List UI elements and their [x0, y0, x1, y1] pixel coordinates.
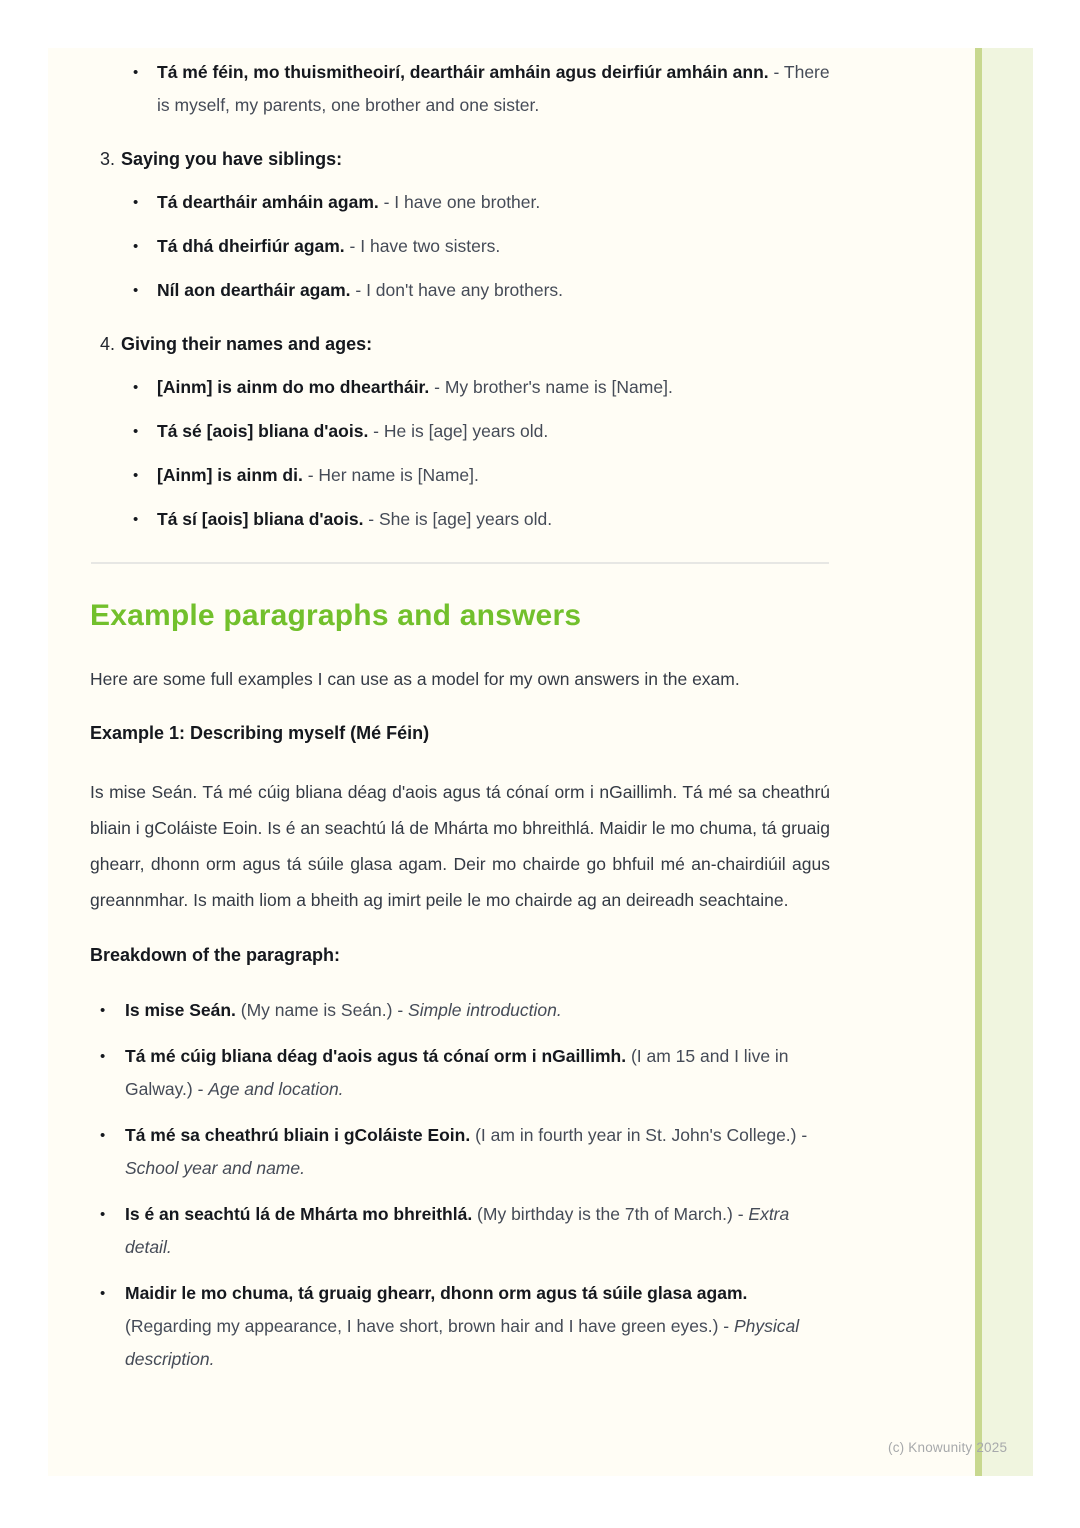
list-item	[133, 459, 830, 492]
example1-heading: Example 1: Describing myself (Mé Féin)	[90, 723, 430, 743]
list-item-text	[157, 56, 830, 122]
list-item	[100, 994, 830, 1027]
document-content	[90, 48, 830, 1389]
grammar-note: Age and location.	[208, 1079, 344, 1099]
bullet-icon: •	[100, 1285, 106, 1302]
irish-phrase: Is é an seachtú lá de Mhárta mo bhreithlá.	[125, 1204, 473, 1224]
irish-phrase: Tá mé féin, mo thuismitheoirí, deartháir amháin agus deirfiúr amháin ann.	[157, 62, 769, 82]
list-item	[133, 56, 830, 122]
bullet-icon: •	[133, 467, 139, 484]
bullet-icon: •	[133, 238, 139, 255]
irish-phrase: [Ainm] is ainm di.	[157, 465, 303, 485]
grammar-note: Simple introduction.	[408, 1000, 562, 1020]
list-item	[133, 503, 830, 536]
bullet-icon: •	[133, 511, 139, 528]
names-ages-list	[90, 371, 830, 536]
next-page-preview	[982, 48, 1033, 1476]
list-item	[100, 1277, 830, 1376]
english-translation: - She is [age] years old.	[363, 509, 553, 529]
bullet-icon: •	[100, 1048, 106, 1065]
list-item	[100, 1040, 830, 1106]
grammar-note: Physical description.	[125, 1316, 800, 1369]
list-item	[100, 1119, 830, 1185]
list-item	[133, 274, 830, 307]
bullet-icon: •	[100, 1127, 106, 1144]
irish-phrase: Tá dhá dheirfiúr agam.	[157, 236, 345, 256]
list-item	[100, 1198, 830, 1264]
english-translation: (I am 15 and I live in Galway.) -	[125, 1046, 789, 1099]
irish-phrase: Maidir le mo chuma, tá gruaig ghearr, dhonn orm agus tá súile glasa agam.	[125, 1283, 748, 1303]
breakdown-list	[90, 994, 830, 1376]
irish-phrase: Tá deartháir amháin agam.	[157, 192, 379, 212]
bullet-icon: •	[100, 1206, 106, 1223]
english-translation: (My name is Seán.) -	[235, 1000, 409, 1020]
family-list	[90, 56, 830, 122]
bullet-icon: •	[133, 282, 139, 299]
irish-phrase: Is mise Seán.	[125, 1000, 236, 1020]
numbered-heading-3	[90, 148, 830, 170]
list-item	[133, 371, 830, 404]
bullet-icon: •	[133, 423, 139, 440]
numbered-heading-4	[90, 333, 830, 355]
english-translation: - I have two sisters.	[344, 236, 501, 256]
bullet-icon: •	[100, 1002, 106, 1019]
siblings-list	[90, 186, 830, 307]
copyright-watermark: (c) Knowunity 2025	[888, 1440, 1008, 1455]
bullet-icon: •	[133, 194, 139, 211]
irish-phrase: Tá mé sa cheathrú bliain i gColáiste Eoin.	[125, 1125, 471, 1145]
grammar-note: School year and name.	[125, 1158, 305, 1178]
irish-phrase: Tá sí [aois] bliana d'aois.	[157, 509, 364, 529]
irish-phrase: Níl aon deartháir agam.	[157, 280, 351, 300]
english-translation: - There is myself, my parents, one brother and one sister.	[157, 62, 830, 115]
section-title: Giving their names and ages:	[121, 334, 373, 354]
english-translation: - My brother's name is [Name].	[429, 377, 673, 397]
irish-example-paragraph: Is mise Seán. Tá mé cúig bliana déag d'aois agus tá cónaí orm i nGaillimh. Tá mé sa cheathrú bliain i gColáiste Eoin. Is é an seachtú lá de Mhárta mo bhreithlá. Maidir le mo chuma, tá gruaig ghearr, dhonn orm agus tá súile glasa agam. Deir mo chairde go bhfuil mé an-chairdiúil agus greannmhar. Is maith liom a bheith ag imirt peile le mo chairde ag an deireadh seachtaine.	[90, 782, 830, 910]
page-edge-line	[975, 48, 982, 1476]
bullet-icon: •	[133, 379, 139, 396]
grammar-note: Extra detail.	[125, 1204, 790, 1257]
list-item	[133, 186, 830, 219]
english-translation: - He is [age] years old.	[368, 421, 549, 441]
list-item	[133, 415, 830, 448]
english-translation: (Regarding my appearance, I have short, brown hair and I have green eyes.) -	[125, 1316, 734, 1336]
section-title: Saying you have siblings:	[121, 149, 343, 169]
item-number: 3.	[100, 149, 116, 169]
english-translation: - I have one brother.	[378, 192, 541, 212]
english-translation: - Her name is [Name].	[302, 465, 479, 485]
irish-phrase: Tá mé cúig bliana déag d'aois agus tá cónaí orm i nGaillimh.	[125, 1046, 627, 1066]
intro-paragraph: Here are some full examples I can use as a model for my own answers in the exam.	[90, 669, 740, 689]
section-divider	[91, 562, 829, 564]
breakdown-heading: Breakdown of the paragraph:	[90, 945, 341, 965]
item-number: 4.	[100, 334, 116, 354]
bullet-icon: •	[133, 64, 139, 81]
irish-phrase: [Ainm] is ainm do mo dheartháir.	[157, 377, 430, 397]
english-translation: - I don't have any brothers.	[350, 280, 564, 300]
english-translation: (My birthday is the 7th of March.) -	[472, 1204, 749, 1224]
english-translation: (I am in fourth year in St. John's College.) -	[470, 1125, 808, 1145]
page-title: Example paragraphs and answers	[90, 599, 582, 632]
irish-phrase: Tá sé [aois] bliana d'aois.	[157, 421, 369, 441]
list-item	[133, 230, 830, 263]
